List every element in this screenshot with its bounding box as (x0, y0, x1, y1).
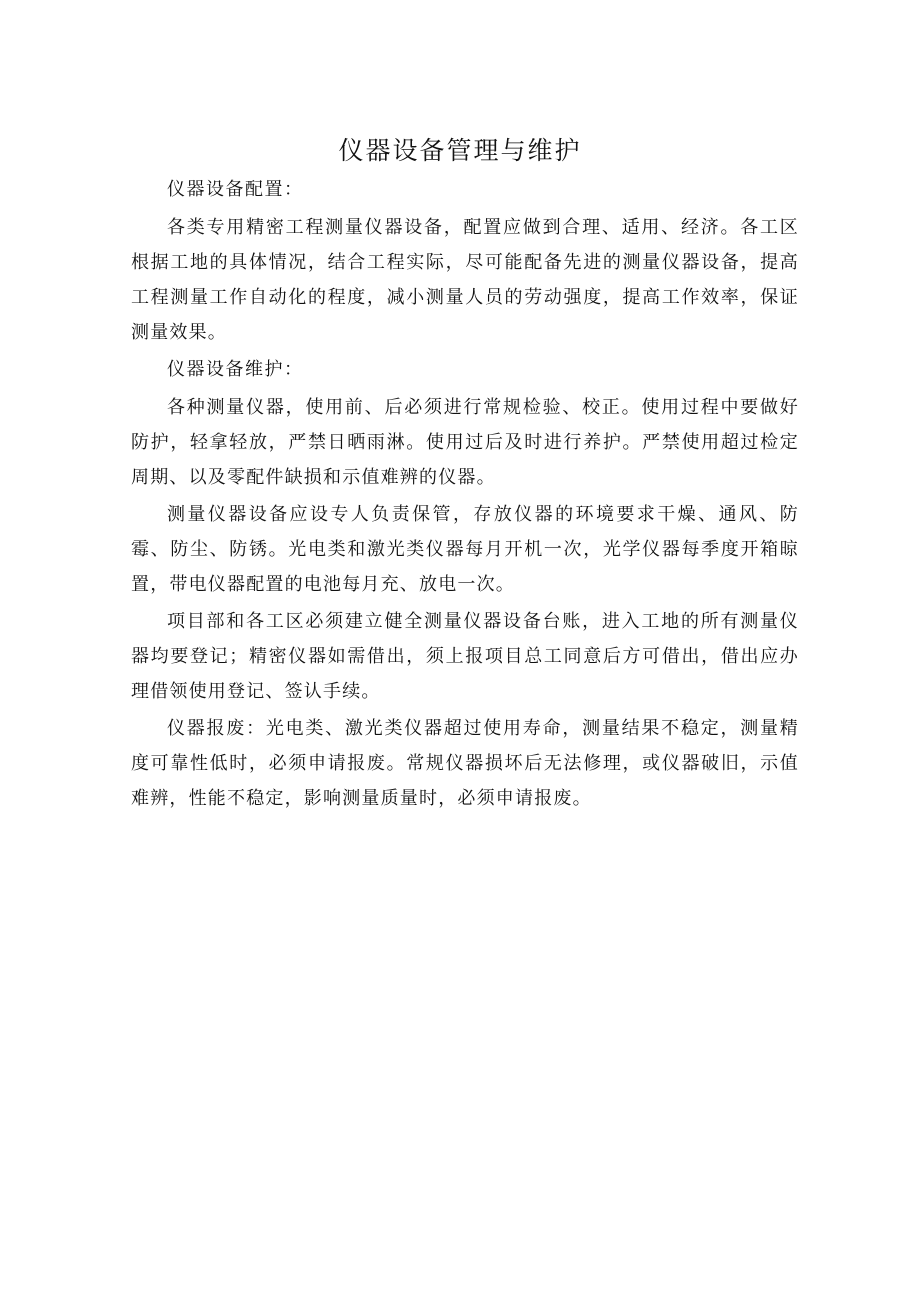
paragraph-config: 各类专用精密工程测量仪器设备，配置应做到合理、适用、经济。各工区根据工地的具体情况，结合工程实际，尽可能配备先进的测量仪器设备，提高工程测量工作自动化的程度，减小测量人员的劳动强度，提高工作效率，保证测量效果。 (131, 217, 799, 343)
section-heading-maintenance: 仪器设备维护： (167, 359, 304, 380)
paragraph-scrapping: 仪器报废：光电类、激光类仪器超过使用寿命，测量结果不稳定，测量精度可靠性低时，必须申请报废。常规仪器损坏后无法修理，或仪器破旧，示值难辨，性能不稳定，影响测量质量时，必须申请报废。 (131, 718, 799, 809)
section-heading-config: 仪器设备配置： (167, 179, 304, 200)
paragraph-maintenance-storage: 测量仪器设备应设专人负责保管，存放仪器的环境要求干燥、通风、防霉、防尘、防锈。光电类和激光类仪器每月开机一次，光学仪器每季度开箱晾置，带电仪器配置的电池每月充、放电一次。 (131, 504, 799, 595)
paragraph-maintenance-ledger: 项目部和各工区必须建立健全测量仪器设备台账，进入工地的所有测量仪器均要登记；精密仪器如需借出，须上报项目总工同意后方可借出，借出应办理借领使用登记、签认手续。 (131, 611, 799, 702)
document-body (131, 172, 799, 818)
paragraph-maintenance-usage: 各种测量仪器，使用前、后必须进行常规检验、校正。使用过程中要做好防护，轻拿轻放，严禁日晒雨淋。使用过后及时进行养护。严禁使用超过检定周期、以及零配件缺损和示值难辨的仪器。 (131, 397, 799, 488)
document-title: 仪器设备管理与维护 (338, 136, 582, 165)
